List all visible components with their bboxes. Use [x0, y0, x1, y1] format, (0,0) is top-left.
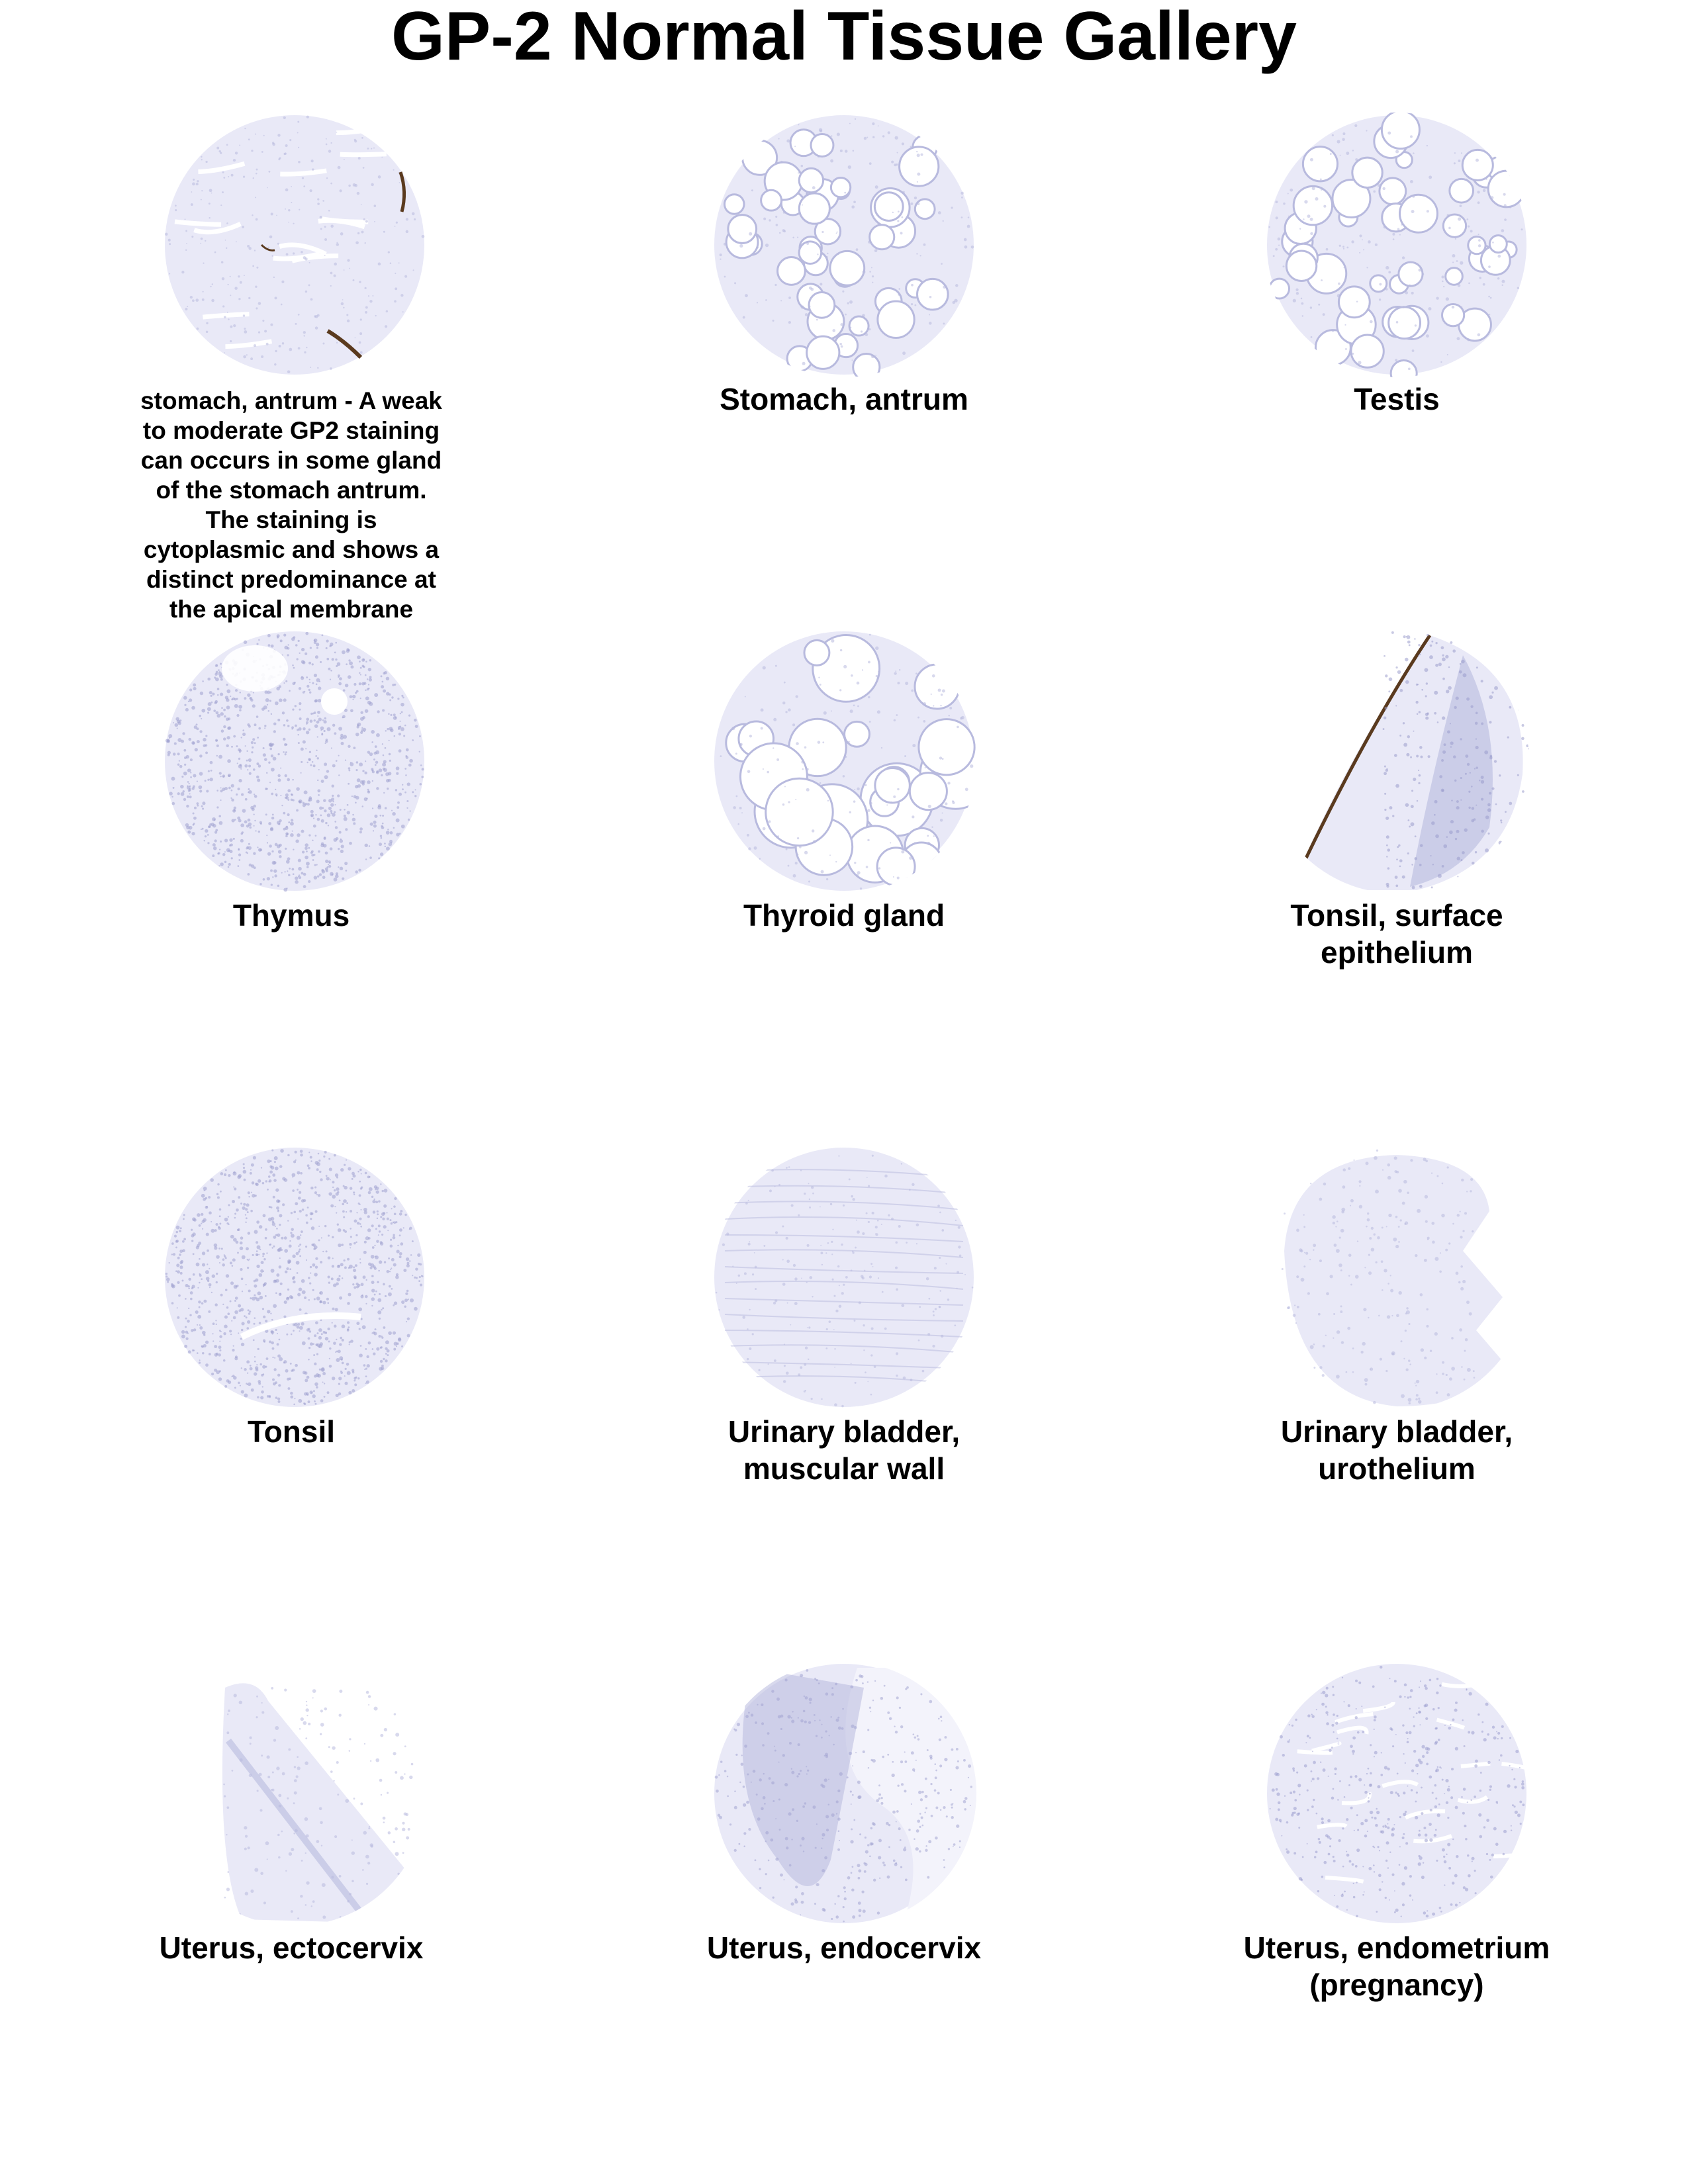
- tissue-image-stomach-antrum-stained[interactable]: [162, 113, 427, 377]
- tissue-image-tonsil-surface-epithelium[interactable]: [1264, 629, 1529, 893]
- tissue-image-urinary-bladder-muscular-wall[interactable]: [712, 1145, 976, 1410]
- page-title: GP-2 Normal Tissue Gallery: [391, 0, 1297, 75]
- tissue-image-uterus-endometrium-pregnancy[interactable]: [1264, 1661, 1529, 1926]
- tissue-caption: Urinary bladder, muscular wall: [727, 1414, 961, 1486]
- tissue-image-thymus[interactable]: [162, 629, 427, 893]
- tissue-image-urinary-bladder-urothelium[interactable]: [1264, 1145, 1529, 1410]
- tissue-caption: Tonsil: [247, 1414, 336, 1449]
- tissue-caption: Uterus, endometrium (pregnancy): [1243, 1931, 1550, 2002]
- tissue-caption: Testis: [1354, 382, 1440, 416]
- tissue-image-uterus-ectocervix[interactable]: [162, 1661, 427, 1926]
- tissue-image-thyroid-gland[interactable]: [712, 629, 976, 893]
- tissue-image-stomach-antrum[interactable]: [712, 113, 976, 377]
- tissue-image-uterus-endocervix[interactable]: [712, 1661, 976, 1926]
- tissue-caption: Uterus, endocervix: [706, 1931, 982, 1965]
- tissue-caption: stomach, antrum - A weak to moderate GP2 staining can occurs in some gland of the stomach antrum. The staining is cytoplasmic and shows a distinct predominance at the apical membrane: [140, 387, 442, 623]
- tissue-caption: Urinary bladder, urothelium: [1280, 1414, 1513, 1486]
- tissue-caption: Thyroid gland: [743, 898, 945, 933]
- tissue-caption: Thymus: [232, 898, 350, 933]
- tissue-caption: Uterus, ectocervix: [159, 1931, 424, 1965]
- tissue-image-tonsil[interactable]: [162, 1145, 427, 1410]
- tissue-caption: Stomach, antrum: [720, 382, 968, 416]
- tissue-image-testis[interactable]: [1264, 113, 1529, 377]
- tissue-caption: Tonsil, surface epithelium: [1290, 898, 1503, 970]
